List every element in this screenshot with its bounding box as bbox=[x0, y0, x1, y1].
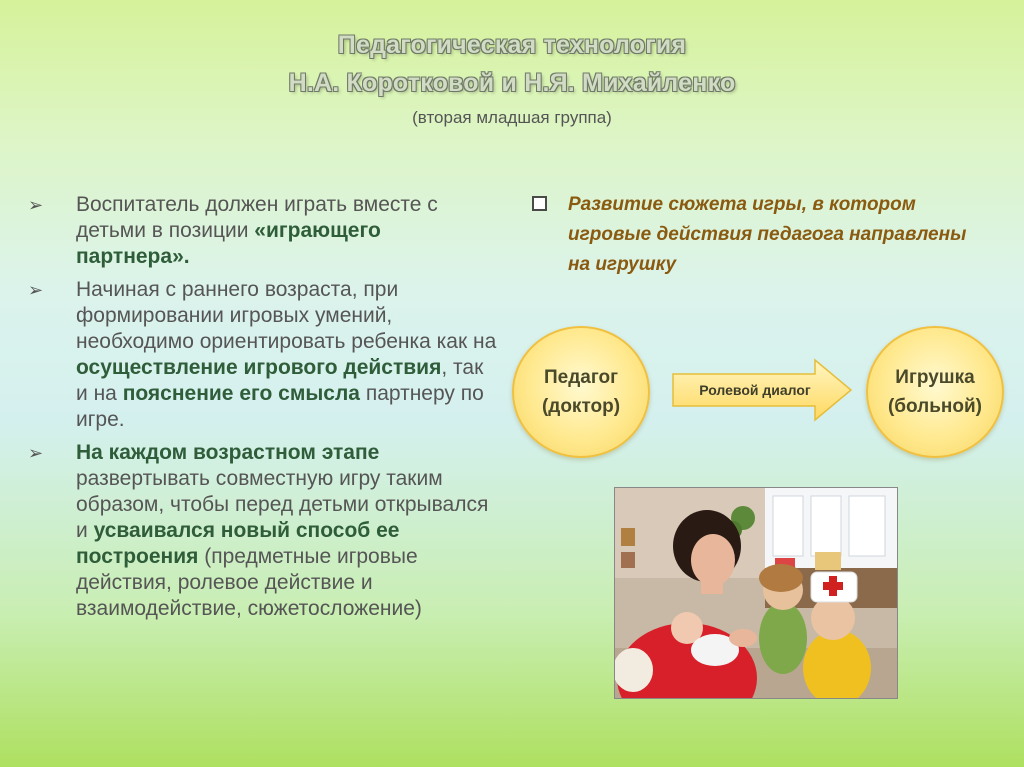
bullet-text-bold: «играющего партнера». bbox=[76, 219, 381, 268]
teacher-circle-line2: (доктор) bbox=[541, 396, 621, 417]
classroom-photo bbox=[614, 487, 898, 699]
bullet-item bbox=[28, 277, 498, 433]
bullet-text: Воспитатель должен играть вместе с детьми в позиции bbox=[76, 193, 438, 242]
teacher-circle bbox=[512, 326, 650, 458]
classroom-photo-illustration bbox=[615, 488, 897, 698]
role-dialog-arrow bbox=[671, 358, 853, 422]
bullet-text: Начиная с раннего возраста, при формировании игровых умений, необходимо ориентировать ребенка как на bbox=[76, 278, 497, 353]
bullet-text: , так и на bbox=[76, 356, 484, 405]
page-title-line-1: Педагогическая технология bbox=[337, 31, 687, 59]
checkbox-square-icon bbox=[532, 196, 547, 211]
arrow-label: Ролевой диалог bbox=[699, 382, 811, 398]
teacher-circle-line1: Педагог bbox=[543, 367, 619, 388]
page-subtitle: (вторая младшая группа) bbox=[412, 108, 612, 127]
toy-circle-line2: (больной) bbox=[887, 396, 983, 417]
arrow-bullet-icon: ➢ bbox=[28, 443, 44, 463]
bullet-text-bold: На каждом возрастном этапе bbox=[76, 441, 380, 464]
arrow-bullet-icon: ➢ bbox=[28, 195, 44, 215]
bullet-text: развертывать совместную игру таким образом, чтобы перед детьми открывался и bbox=[76, 467, 489, 542]
right-heading-block bbox=[532, 190, 982, 280]
toy-circle-line1: Игрушка bbox=[895, 367, 975, 388]
bullet-text-bold: пояснение его смысла bbox=[122, 382, 360, 405]
bullet-text: партнеру по игре. bbox=[76, 382, 484, 431]
bullet-item bbox=[28, 192, 498, 270]
right-heading: Развитие сюжета игры, в котором игровые действия педагога направлены на игрушку bbox=[568, 194, 967, 275]
bullet-text: (предметные игровые действия, ролевое действие и взаимодействие, сюжетосложение) bbox=[76, 545, 422, 620]
bullet-item bbox=[28, 440, 498, 622]
page-title-line-2: Н.А. Коротковой и Н.Я. Михайленко bbox=[288, 69, 736, 97]
bullet-text-bold: усваивался новый способ ее построения bbox=[76, 519, 400, 568]
bullet-list bbox=[28, 192, 498, 629]
title-block bbox=[0, 26, 1024, 128]
arrow-bullet-icon: ➢ bbox=[28, 280, 44, 300]
toy-circle bbox=[866, 326, 1004, 458]
bullet-text-bold: осуществление игрового действия bbox=[76, 356, 442, 379]
